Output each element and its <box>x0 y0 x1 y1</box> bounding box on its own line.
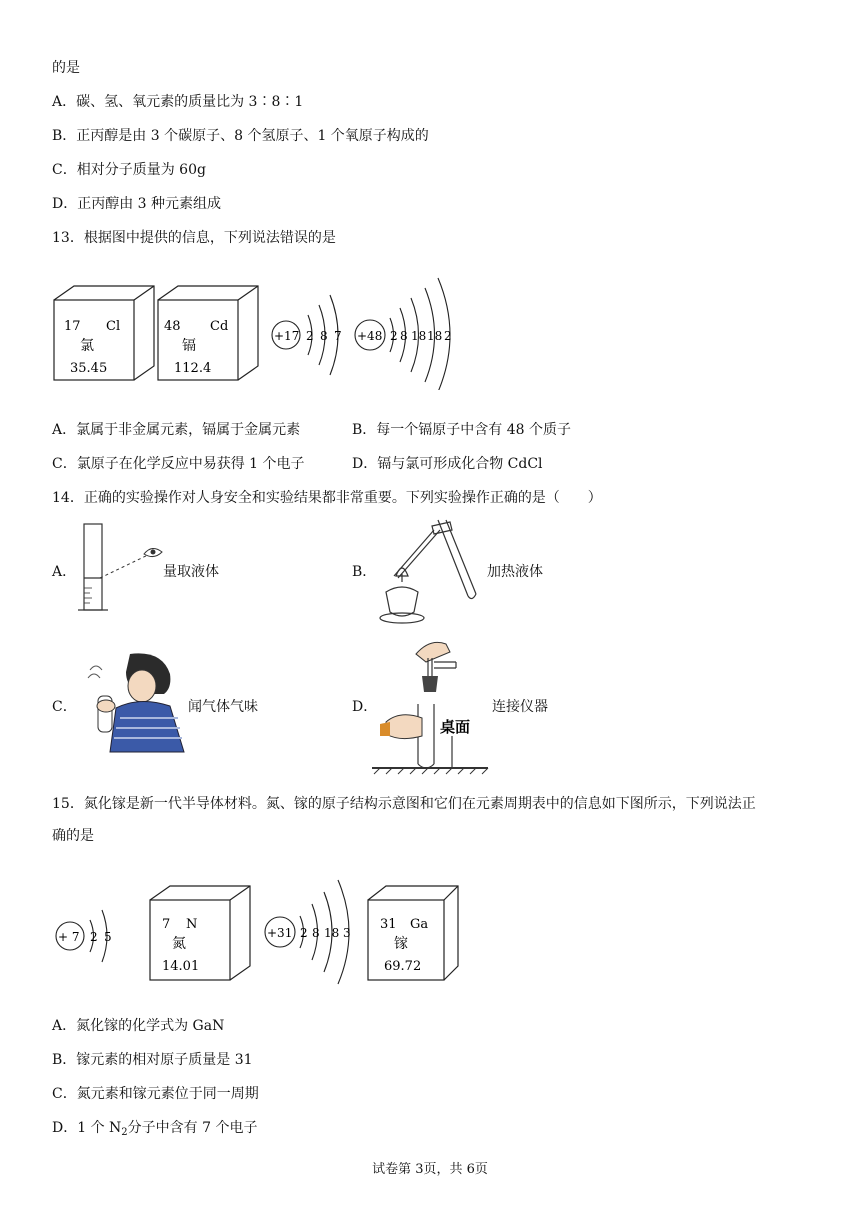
tile-number: 31 <box>380 917 397 932</box>
shell-electrons: 18 <box>411 329 427 343</box>
shell-electrons: 2 <box>306 329 314 343</box>
shell-electrons: 3 <box>343 926 351 940</box>
q14-option-c-letter: C． <box>52 699 77 715</box>
tile-symbol: N <box>186 917 198 932</box>
shell-electrons: 8 <box>400 329 408 343</box>
q13-figure <box>40 260 480 390</box>
connecting-apparatus-illustration <box>370 636 490 776</box>
tile-mass: 35.45 <box>70 361 108 376</box>
q14-option-a-caption: 量取液体 <box>163 564 219 580</box>
q13-stem: 13．根据图中提供的信息，下列说法错误的是 <box>52 230 336 246</box>
q15-stem-line1: 15．氮化镓是新一代半导体材料。氮、镓的原子结构示意图和它们在元素周期表中的信息如下图所示，下列说法正 <box>52 796 756 812</box>
q13-option-b: B．每一个镉原子中含有 48 个质子 <box>352 422 572 438</box>
heating-liquid-illustration <box>372 516 482 626</box>
q14-option-c-caption: 闻气体气味 <box>188 699 258 715</box>
tile-name: 氯 <box>80 338 94 354</box>
nucleus-charge: +31 <box>267 926 293 940</box>
q12-option-c: C．相对分子质量为 60g <box>52 162 206 178</box>
shell-electrons: 5 <box>104 930 112 944</box>
nucleus-charge: +17 <box>274 329 300 343</box>
shell-electrons: 2 <box>390 329 398 343</box>
q13-option-a: A．氯属于非金属元素，镉属于金属元素 <box>52 422 301 438</box>
tile-name: 镉 <box>182 338 196 354</box>
q13-option-d: D．镉与氯可形成化合物 CdCl <box>352 456 543 472</box>
tile-symbol: Ga <box>410 917 429 932</box>
q14-option-d-letter: D． <box>352 699 378 715</box>
tile-symbol: Cl <box>106 319 121 334</box>
tile-mass: 69.72 <box>384 959 422 974</box>
desk-surface-label: 桌面 <box>440 718 471 736</box>
nucleus-charge: + 7 <box>58 930 80 944</box>
tile-mass: 112.4 <box>174 361 212 376</box>
q12-option-a: A．碳、氢、氧元素的质量比为 3∶8∶1 <box>52 94 304 110</box>
q15-option-d-subscript: 2 <box>121 1127 128 1138</box>
q13-option-c: C．氯原子在化学反应中易获得 1 个电子 <box>52 456 305 472</box>
shell-electrons: 2 <box>90 930 98 944</box>
shell-electrons: 2 <box>444 329 452 343</box>
tile-number: 7 <box>162 917 171 932</box>
tile-number: 48 <box>164 319 181 334</box>
page-footer: 试卷第 3页，共 6页 <box>372 1162 488 1177</box>
shell-electrons: 18 <box>427 329 443 343</box>
q15-option-a: A．氮化镓的化学式为 GaN <box>52 1018 225 1034</box>
q14-option-b-caption: 加热液体 <box>487 564 543 580</box>
q12-option-d: D．正丙醇由 3 种元素组成 <box>52 196 222 212</box>
tile-symbol: Cd <box>210 319 229 334</box>
q15-stem-line2: 确的是 <box>52 828 94 844</box>
tile-name: 镓 <box>394 936 408 952</box>
shell-electrons: 18 <box>324 926 340 940</box>
q15-option-d <box>52 1118 257 1143</box>
q15-option-c: C．氮元素和镓元素位于同一周期 <box>52 1086 259 1102</box>
q12-option-b: B．正丙醇是由 3 个碳原子、8 个氢原子、1 个氧原子构成的 <box>52 128 429 144</box>
q14-option-a-letter: A． <box>52 564 77 580</box>
graduated-cylinder-illustration <box>70 518 170 618</box>
shell-electrons: 8 <box>312 926 320 940</box>
q15-option-d-suffix: 分子中含有 7 个电子 <box>127 1120 258 1136</box>
tile-mass: 14.01 <box>162 959 200 974</box>
nucleus-charge: +48 <box>357 329 383 343</box>
tile-number: 17 <box>64 319 81 334</box>
shell-electrons: 2 <box>300 926 308 940</box>
q12-stem-tail: 的是 <box>52 60 80 76</box>
shell-electrons: 7 <box>334 329 342 343</box>
q15-option-d-prefix: D．1 个 N <box>52 1120 122 1136</box>
q14-option-d-caption: 连接仪器 <box>492 699 548 715</box>
tile-name: 氮 <box>172 936 186 952</box>
q14-stem: 14．正确的实验操作对人身安全和实验结果都非常重要。下列实验操作正确的是（ ） <box>52 490 602 506</box>
shell-electrons: 8 <box>320 329 328 343</box>
smelling-gas-illustration <box>80 648 190 758</box>
q14-option-b-letter: B． <box>352 564 377 580</box>
q15-figure <box>44 856 464 996</box>
q15-option-b: B．镓元素的相对原子质量是 31 <box>52 1052 253 1068</box>
